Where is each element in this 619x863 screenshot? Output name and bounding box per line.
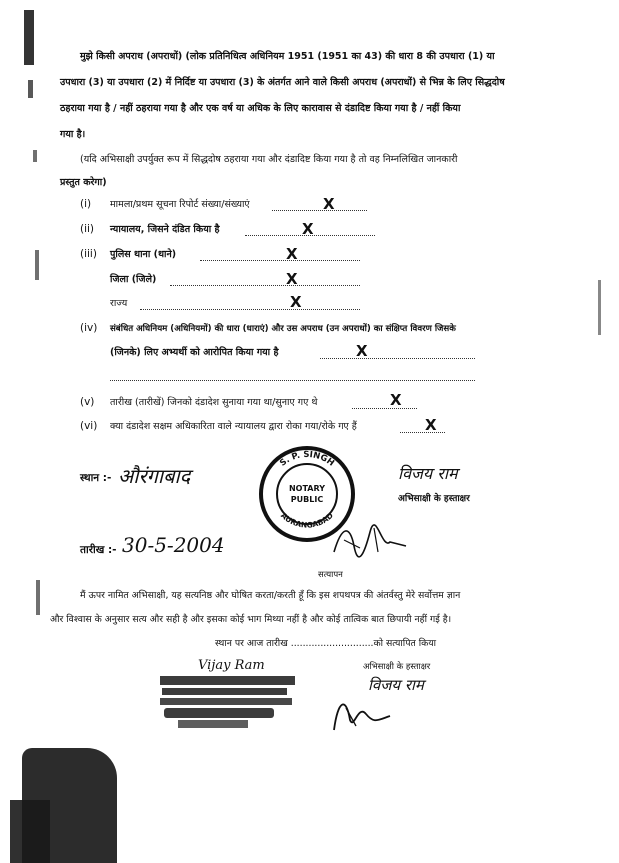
scan-edge-top-left <box>24 10 34 65</box>
instruction-line-2: प्रस्तुत करेगा) <box>60 177 107 188</box>
scan-edge-mark <box>28 80 33 98</box>
cross-mark: X <box>302 220 314 238</box>
cross-mark: X <box>323 195 335 213</box>
item-blank-line <box>110 380 475 381</box>
item-label: संबंधित अधिनियम (अधिनियमों) की धारा (धाराएं) और उस अपराध (उन अपराधों) का संक्षिप्त विवरण जिसके <box>110 324 456 334</box>
scan-edge-mark <box>36 580 40 615</box>
item-label: न्यायालय, जिसने दंडित किया है <box>110 224 220 235</box>
scan-edge-bottom-blot <box>10 800 50 863</box>
stamp-ink <box>162 688 287 695</box>
bottom-rubber-stamp <box>160 658 300 730</box>
declaration-line-3: ठहराया गया है / नहीं ठहराया गया है और एक वर्ष या अधिक के लिए कारावास से दंडादिष्ट किया गया है / नहीं किया <box>60 103 461 114</box>
item-blank-line <box>272 210 367 211</box>
item-label: क्या दंडादेश सक्षम अधिकारिता वाले न्यायालय द्वारा रोका गया/रोके गए हैं <box>110 421 357 432</box>
stamp-caption: सत्यापन <box>318 570 343 580</box>
item-label: जिला (जिले) <box>110 274 157 285</box>
verification-line-3: स्थान पर आज तारीख ............................को सत्यापित किया <box>215 638 437 649</box>
stamp-ink <box>178 720 248 728</box>
item-number: (iv) <box>80 322 98 334</box>
bottom-verifier-signature <box>328 690 398 735</box>
item-number: (iii) <box>80 248 97 260</box>
scan-edge-mark <box>35 250 39 280</box>
bottom-stamp-name: Vijay Ram <box>198 658 265 673</box>
verification-line-1: मैं ऊपर नामित अभिसाक्षी, यह सत्यनिष्ठ और घोषित करता/करती हूँ कि इस शपथपत्र की अंतर्वस्तु मेरे सर्वोत्तम ज्ञान <box>80 590 461 601</box>
item-number: (v) <box>80 396 95 408</box>
stamp-ink <box>160 676 295 685</box>
declaration-line-4: गया है। <box>60 129 86 140</box>
bottom-deponent-signature: विजय राम <box>368 676 424 694</box>
cross-mark: X <box>290 293 302 311</box>
item-blank-line <box>140 309 360 310</box>
item-label-continued: (जिनके) लिए अभ्यर्थी को आरोपित किया गया है <box>110 347 279 358</box>
cross-mark: X <box>390 391 402 409</box>
item-blank-line <box>400 432 445 433</box>
item-blank-line <box>320 358 475 359</box>
item-label: राज्य <box>110 298 128 309</box>
item-blank-line <box>352 408 417 409</box>
cross-mark: X <box>286 270 298 288</box>
item-label: मामला/प्रथम सूचना रिपोर्ट संख्या/संख्याएं <box>110 199 250 210</box>
date-value: 30-5-2004 <box>122 533 225 557</box>
stamp-public-text: PUBLIC <box>290 495 324 504</box>
notary-signature <box>330 520 410 560</box>
verification-line-2: और विश्वास के अनुसार सत्य और सही है और इसका कोई भाग मिथ्या नहीं है और कोई तात्विक बात छिपायी नहीं गई है। <box>50 614 452 625</box>
scan-edge-mark <box>33 150 37 162</box>
scan-edge-right <box>598 280 601 335</box>
declaration-line-1: मुझे किसी अपराध (अपराधों) (लोक प्रतिनिधित्व अधिनियम 1951 (1951 का 43) की धारा 8 की उपधारा (1) या <box>80 51 495 62</box>
stamp-ink <box>164 708 274 718</box>
bottom-deponent-label: अभिसाक्षी के हस्ताक्षर <box>363 662 431 672</box>
item-label: तारीख (तारीखें) जिनको दंडादेश सुनाया गया था/सुनाए गए थे <box>110 397 318 408</box>
place-label: स्थान :- <box>80 472 112 484</box>
declaration-line-2: उपधारा (3) या उपधारा (2) में निर्दिष्ट या उपधारा (3) के अंतर्गत आने वाले किसी अपराध (अपराधों) से भिन्न के लिए सिद्धदोष <box>60 77 505 88</box>
item-number: (i) <box>80 198 92 210</box>
cross-mark: X <box>356 342 368 360</box>
deponent-signature: विजय राम <box>398 464 458 483</box>
item-number: (ii) <box>80 223 95 235</box>
item-number: (vi) <box>80 420 98 432</box>
deponent-signature-label: अभिसाक्षी के हस्ताक्षर <box>398 494 470 504</box>
cross-mark: X <box>425 416 437 434</box>
stamp-top-text: S. P. SINGH <box>278 449 336 469</box>
place-value: औरंगाबाद <box>118 464 191 488</box>
date-label: तारीख :- <box>80 544 117 556</box>
item-blank-line <box>170 285 360 286</box>
stamp-ink <box>160 698 292 705</box>
item-blank-line <box>200 260 360 261</box>
instruction-line-1: (यदि अभिसाक्षी उपर्युक्त रूप में सिद्धदोष ठहराया गया और दंडादिष्ट किया गया है तो वह निम्नलिखित जानकारी <box>80 154 458 165</box>
cross-mark: X <box>286 245 298 263</box>
item-label: पुलिस थाना (थाने) <box>110 249 177 260</box>
stamp-notary-text: NOTARY <box>288 484 326 493</box>
stamp-bottom-text: AURANGABAD <box>279 510 335 530</box>
